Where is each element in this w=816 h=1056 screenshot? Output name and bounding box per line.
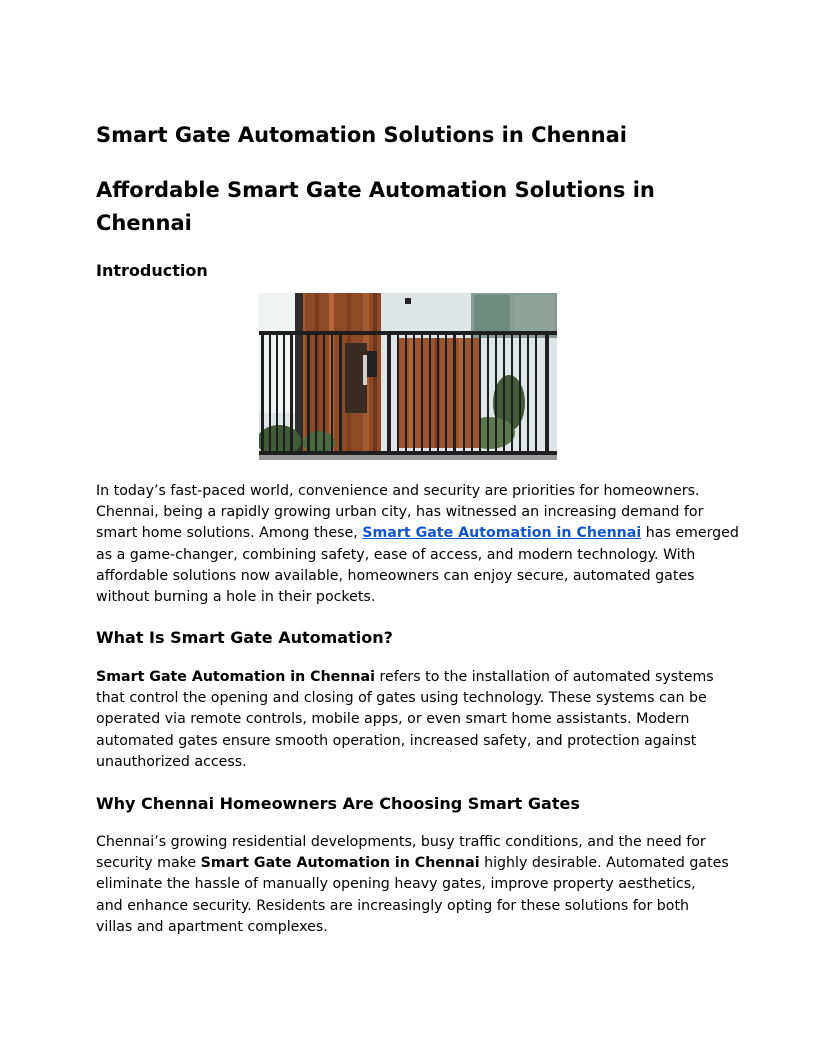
what-is-line-2: that control the opening and closing of gates using technology. These systems can be xyxy=(96,690,707,707)
intro-line-5: affordable solutions now available, homeowners can enjoy secure, automated gates xyxy=(96,567,695,584)
intro-line-3-text: smart home solutions. Among these, xyxy=(96,525,363,542)
why-line-4: and enhance security. Residents are increasingly opting for these solutions for both xyxy=(96,897,690,914)
introduction-heading: Introduction xyxy=(96,261,208,280)
intro-line-4: as a game-changer, combining safety, ease of access, and modern technology. With xyxy=(96,546,696,563)
gate-image xyxy=(259,293,557,460)
what-is-heading: What Is Smart Gate Automation? xyxy=(96,628,393,647)
what-is-line-3: operated via remote controls, mobile apps, or even smart home assistants. Modern xyxy=(96,711,690,728)
intro-line-3-end: has emerged xyxy=(641,525,739,542)
why-line-1: Chennai’s growing residential developments, busy traffic conditions, and the need for xyxy=(96,834,706,850)
why-chennai-heading: Why Chennai Homeowners Are Choosing Smart Gates xyxy=(96,794,580,813)
what-is-line-1-rest: refers to the installation of automated systems xyxy=(374,669,714,685)
why-line-2-bold: Smart Gate Automation in Chennai xyxy=(200,855,480,872)
why-chennai-paragraph xyxy=(96,832,729,938)
why-line-2 xyxy=(96,853,729,874)
intro-line-1: In today’s fast-paced world, convenience and security are priorities for homeowners. xyxy=(96,483,700,499)
page-title: Smart Gate Automation Solutions in Chennai xyxy=(96,123,627,147)
why-line-2-start: security make xyxy=(96,855,201,872)
what-is-paragraph xyxy=(96,667,726,773)
intro-line-3 xyxy=(96,523,739,544)
intro-line-2: Chennai, being a rapidly growing urban city, has witnessed an increasing demand for xyxy=(96,504,704,521)
what-is-line-4: automated gates ensure smooth operation, increased safety, and protection against xyxy=(96,732,697,749)
what-is-line-5: unauthorized access. xyxy=(96,753,247,770)
intro-line-6: without burning a hole in their pockets. xyxy=(96,589,376,606)
why-line-2-end: highly desirable. Automated gates xyxy=(479,855,729,872)
why-line-3: eliminate the hassle of manually opening heavy gates, improve property aesthetics, xyxy=(96,876,696,893)
page-subtitle: Affordable Smart Gate Automation Solutions in Chennai xyxy=(96,178,655,235)
gate-photo-svg xyxy=(259,293,557,460)
smart-gate-automation-link[interactable]: Smart Gate Automation in Chennai xyxy=(362,525,642,542)
introduction-paragraph xyxy=(96,481,739,608)
what-is-bold-lead: Smart Gate Automation in Chennai xyxy=(96,669,375,685)
what-is-line-1 xyxy=(96,667,726,688)
why-line-5: villas and apartment complexes. xyxy=(96,918,328,935)
